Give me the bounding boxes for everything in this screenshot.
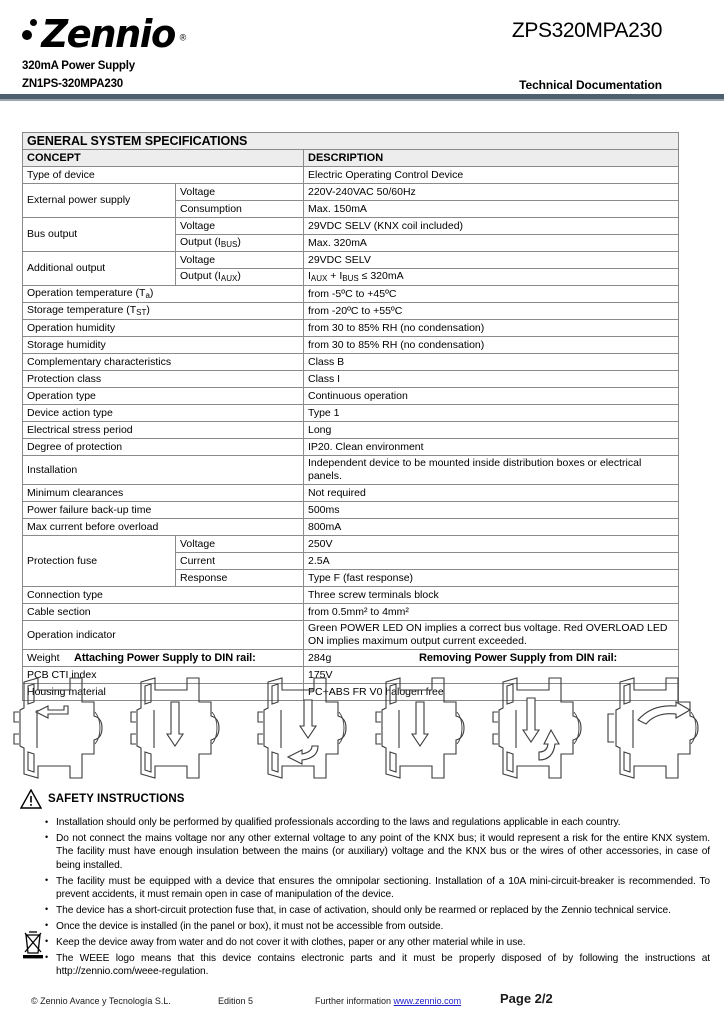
din-attach-title: Attaching Power Supply to DIN rail:: [74, 652, 256, 664]
cell-concept: External power supply: [23, 184, 176, 218]
cell-description: IP20. Clean environment: [304, 439, 679, 456]
cell-description: 29VDC SELV: [304, 252, 679, 269]
table-row: [23, 320, 679, 337]
din-figure-remove-step2: [487, 672, 599, 784]
cell-description: from 30 to 85% RH (no condensation): [304, 337, 679, 354]
rotate-up-arrow-icon: [539, 730, 559, 760]
table-title-row: [23, 133, 679, 150]
table-row: [23, 354, 679, 371]
cell-description: Electric Operating Control Device: [304, 167, 679, 184]
cell-concept: Minimum clearances: [23, 485, 304, 502]
table-row: [23, 621, 679, 650]
din-figure-attach-step1: [8, 672, 120, 784]
table-row: [23, 456, 679, 485]
list-item: • Do not connect the mains voltage nor any other external voltage to any point of the KNX bus; it would represent a risk for the entire KNX system. The facility must have enough insulation between the mains (or auxiliary) voltage and the KNX bus or the wires of other accessories, in case of being installed.: [44, 832, 710, 872]
pull-out-arrow-icon: [638, 702, 690, 724]
general-system-specifications-table: [22, 132, 679, 701]
push-down-arrow-icon: [300, 700, 316, 738]
table-row: [23, 218, 679, 235]
cell-concept: Connection type: [23, 587, 304, 604]
list-item: • Keep the device away from water and do not cover it with clothes, paper or any other material while in use.: [44, 936, 710, 949]
list-item: • The device has a short-circuit protection fuse that, in case of activation, should only be rearmed or replaced by the Zennio technical service.: [44, 904, 710, 917]
product-name: 320mA Power Supply: [22, 60, 135, 72]
din-figure-remove-step3: [604, 672, 716, 784]
cell-description: Max. 320mA: [304, 235, 679, 252]
cell-concept: Additional output: [23, 252, 176, 286]
push-down-arrow-icon: [167, 702, 183, 746]
cell-concept: Protection class: [23, 371, 304, 388]
table-row: [23, 485, 679, 502]
document-header: [0, 0, 724, 100]
push-down-arrow-icon: [523, 698, 539, 742]
rotate-arrow-icon: [288, 746, 318, 764]
list-item: • The facility must be equipped with a device that ensures the omnipolar sectioning. Installation of a 10A mini-circuit-breaker is recommended. To prevent accidents, it must remain open in case of manipulation of the device.: [44, 875, 710, 902]
cell-concept: Device action type: [23, 405, 304, 422]
document-footer: [0, 988, 724, 1024]
cell-description: Type 1: [304, 405, 679, 422]
cell-subconcept: Output $(I_{BUS})$: [176, 235, 304, 252]
document-type-label: Technical Documentation: [519, 78, 662, 92]
cell-concept: Operation humidity: [23, 320, 304, 337]
table-row: [23, 519, 679, 536]
list-item: • Once the device is installed (in the panel or box), it must not be accessible from outside.: [44, 920, 710, 933]
header-divider: [0, 94, 724, 99]
cell-description: from -20ºC to +55ºC: [304, 303, 679, 320]
zennio-logo: [22, 13, 352, 55]
table-row: [23, 536, 679, 553]
footer-page-number: Page 2/2: [500, 991, 553, 1006]
table-row: [23, 405, 679, 422]
cell-description: 175V: [304, 667, 679, 684]
cell-description: Not required: [304, 485, 679, 502]
cell-subconcept: Voltage: [176, 218, 304, 235]
table-row: [23, 439, 679, 456]
cell-description: from -5ºC to +45ºC: [304, 286, 679, 303]
column-header-description: DESCRIPTION: [304, 150, 679, 167]
product-code: ZN1PS-320MPA230: [22, 78, 123, 90]
table-row: [23, 502, 679, 519]
column-header-concept: CONCEPT: [23, 150, 304, 167]
cell-subconcept: Response: [176, 570, 304, 587]
cell-concept: Weight: [23, 650, 304, 667]
cell-concept: Operation temperature $(T_a)$: [23, 286, 304, 303]
table-row: [23, 184, 679, 201]
cell-concept: Power failure back-up time: [23, 502, 304, 519]
cell-description: 284g: [304, 650, 679, 667]
cell-concept: Electrical stress period: [23, 422, 304, 439]
footer-further-label: Further information: [315, 996, 392, 1006]
cell-description: Class I: [304, 371, 679, 388]
table-row: [23, 587, 679, 604]
cell-description: Continuous operation: [304, 388, 679, 405]
cell-concept: Degree of protection: [23, 439, 304, 456]
registered-mark-icon: ®: [179, 32, 187, 43]
cell-concept: Complementary characteristics: [23, 354, 304, 371]
table-row: [23, 604, 679, 621]
table-row: [23, 371, 679, 388]
table-row: [23, 337, 679, 354]
din-figure-attach-step2: [125, 672, 237, 784]
din-remove-title: Removing Power Supply from DIN rail:: [419, 652, 618, 664]
cell-description: PC+ABS FR V0 halogen free: [304, 684, 679, 701]
cell-concept: Type of device: [23, 167, 304, 184]
footer-copyright: © Zennio Avance y Tecnología S.L.: [31, 996, 171, 1006]
cell-description: from 0.5mm² to 4mm²: [304, 604, 679, 621]
cell-description: Independent device to be mounted inside distribution boxes or electrical panels.: [304, 456, 679, 485]
cell-subconcept: Voltage: [176, 536, 304, 553]
cell-concept: Operation indicator: [23, 621, 304, 650]
cell-subconcept: Consumption: [176, 201, 304, 218]
footer-website-link[interactable]: www.zennio.com: [393, 996, 462, 1006]
cell-description: Class B: [304, 354, 679, 371]
table-title: GENERAL SYSTEM SPECIFICATIONS: [23, 133, 679, 150]
cell-subconcept: Output $(I_{AUX})$: [176, 269, 304, 286]
cell-description: 29VDC SELV (KNX coil included): [304, 218, 679, 235]
table-row: [23, 286, 679, 303]
table-row: [23, 167, 679, 184]
cell-description: Type F (fast response): [304, 570, 679, 587]
zennio-logo-text: Zennio: [41, 12, 175, 56]
cell-description: Max. 150mA: [304, 201, 679, 218]
cell-concept: Protection fuse: [23, 536, 176, 587]
safety-items-list: [44, 816, 710, 981]
cell-description: Three screw terminals block: [304, 587, 679, 604]
list-item: • Installation should only be performed by qualified professionals according to the laws and regulations applicable in each country.: [44, 816, 710, 829]
zennio-logo-block: [22, 13, 352, 90]
cell-concept: Storage humidity: [23, 337, 304, 354]
cell-description: from 30 to 85% RH (no condensation): [304, 320, 679, 337]
cell-concept: Storage temperature $(T_{ST})$: [23, 303, 304, 320]
cell-concept: Installation: [23, 456, 304, 485]
push-down-arrow-icon: [412, 702, 428, 746]
din-rail-instructions: [0, 648, 724, 788]
cell-concept: Housing material: [23, 684, 304, 701]
cell-subconcept: Voltage: [176, 184, 304, 201]
cell-description: 500ms: [304, 502, 679, 519]
model-title: ZPS320MPA230: [511, 19, 662, 42]
cell-description: Green POWER LED ON implies a correct bus voltage. Red OVERLOAD LED ON implies maximum output current exceeded.: [304, 621, 679, 650]
din-figure-attach-step3: [252, 672, 364, 784]
list-item: • The WEEE logo means that this device contains electronic parts and it must be properly disposed of by following the instructions at http://zennio.com/weee-regulation.: [44, 952, 710, 979]
cell-description: $I_{AUX} + I_{BUS} \le 320mA$: [304, 269, 679, 286]
safety-heading: SAFETY INSTRUCTIONS: [48, 793, 185, 805]
cell-concept: Max current before overload: [23, 519, 304, 536]
cell-subconcept: Current: [176, 553, 304, 570]
cell-description: 220V-240VAC 50/60Hz: [304, 184, 679, 201]
weee-crossed-bin-icon: [20, 928, 46, 960]
cell-description: 250V: [304, 536, 679, 553]
cell-concept: Operation type: [23, 388, 304, 405]
cell-subconcept: Voltage: [176, 252, 304, 269]
warning-triangle-icon: [20, 789, 42, 809]
hook-upper-arrow-icon: [36, 706, 68, 718]
cell-description: Long: [304, 422, 679, 439]
table-row: [23, 422, 679, 439]
footer-further-information: [315, 996, 461, 1006]
table-row: [23, 388, 679, 405]
cell-description: 800mA: [304, 519, 679, 536]
cell-description: 2.5A: [304, 553, 679, 570]
table-header-row: [23, 150, 679, 167]
cell-concept: Cable section: [23, 604, 304, 621]
footer-edition: Edition 5: [218, 996, 254, 1006]
table-row: [23, 252, 679, 269]
cell-concept: Bus output: [23, 218, 176, 252]
table-row: [23, 303, 679, 320]
din-figure-remove-step1: [370, 672, 482, 784]
cell-concept: PCB CTI index: [23, 667, 304, 684]
